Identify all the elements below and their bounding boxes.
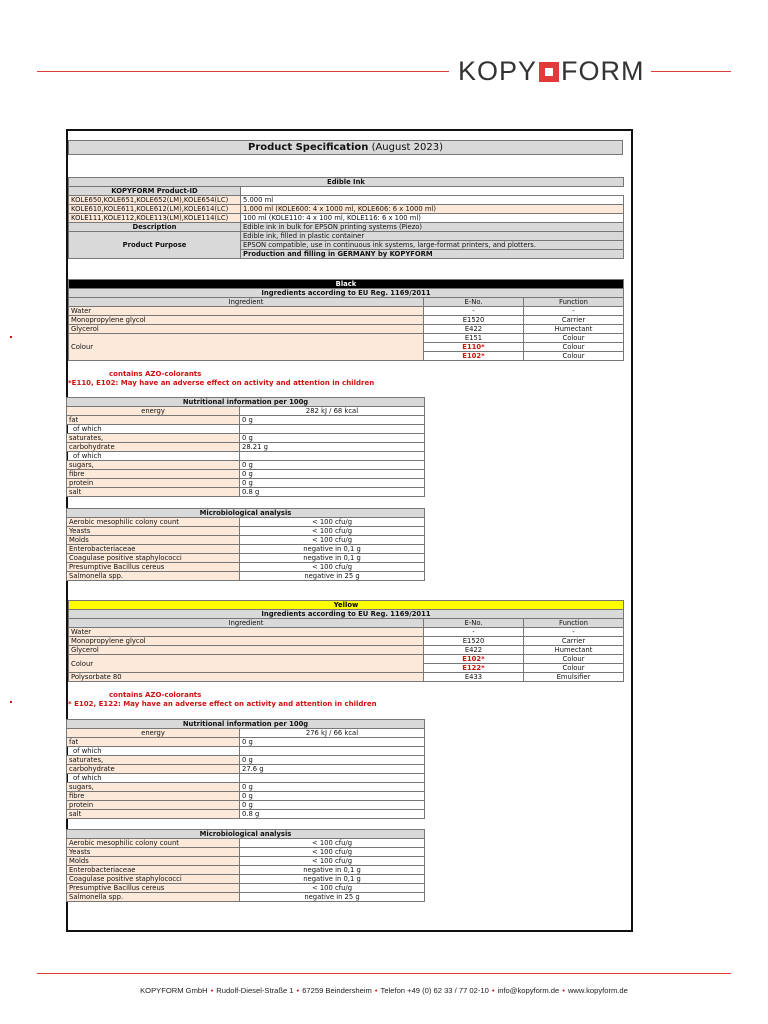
- header-rule-right: [651, 71, 731, 72]
- description-label: Description: [69, 223, 241, 232]
- table-row: carbohydrate 28.21 g: [67, 443, 425, 452]
- footer-email-link[interactable]: info@kopyform.de: [497, 986, 560, 995]
- table-row: of which: [67, 774, 425, 783]
- table-row: energy 276 kJ / 66 kcal: [67, 729, 425, 738]
- yellow-nutrition-table: [66, 719, 425, 819]
- product-id-label: KOPYFORM Product-ID: [69, 187, 241, 196]
- table-row: E102* Colour: [69, 352, 624, 361]
- table-row: Yeasts < 100 cfu/g: [67, 527, 425, 536]
- table-row: Enterobacteriaceae negative in 0,1 g: [67, 866, 425, 875]
- product-id-codes: KOLE610,KOLE611,KOLE612(LM),KOLE614(LC): [69, 205, 241, 214]
- table-row: Presumptive Bacillus cereus < 100 cfu/g: [67, 884, 425, 893]
- table-row: of which: [67, 425, 425, 434]
- footer-address: KOPYFORM GmbH • Rudolf-Diesel-Straße 1 • 67259 Beindersheim • Telefon +49 (0) 62 33 / 77 02-10 • info@kopyform.de • www.kopyform.de: [140, 986, 628, 995]
- footer-rule: [37, 973, 731, 974]
- page-title: Product Specification: [247, 142, 369, 153]
- table-row: Monopropylene glycol E1520 Carrier: [69, 637, 624, 646]
- margin-mark: [10, 336, 12, 338]
- table-row: Coagulase positive staphylococci negative in 0,1 g: [67, 875, 425, 884]
- table-row: fat 0 g: [67, 738, 425, 747]
- col-ingredient: Ingredient: [69, 619, 424, 628]
- purpose-label: Product Purpose: [69, 232, 241, 259]
- colour-label: Colour: [69, 334, 424, 361]
- table-row: E122* Colour: [69, 664, 624, 673]
- col-eno: E-No.: [424, 619, 524, 628]
- table-row: Enterobacteriaceae negative in 0,1 g: [67, 545, 425, 554]
- ingredients-title: Ingredients according to EU Reg. 1169/2011: [69, 289, 624, 298]
- table-row: Glycerol E422 Humectant: [69, 646, 624, 655]
- table-row: sugars, 0 g: [67, 783, 425, 792]
- table-row: E110* Colour: [69, 343, 624, 352]
- col-ingredient: Ingredient: [69, 298, 424, 307]
- yellow-micro-table: [66, 829, 425, 902]
- table-row: saturates, 0 g: [67, 434, 425, 443]
- kopyform-logo: KOPY FORM: [458, 56, 645, 86]
- margin-mark: [10, 701, 12, 703]
- product-id-size: 1.000 ml (KOLE600: 4 x 1000 ml, KOLE606: 6 x 1000 ml): [241, 205, 624, 214]
- yellow-warning: * E102, E122: May have an adverse effect on activity and attention in children: [68, 700, 377, 708]
- table-row: Colour E102* Colour: [69, 655, 624, 664]
- table-row: salt 0.8 g: [67, 488, 425, 497]
- table-row: fibre 0 g: [67, 470, 425, 479]
- black-ingredients-table: [68, 279, 624, 361]
- nutrition-title: Nutritional information per 100g: [67, 720, 425, 729]
- footer-web-link[interactable]: www.kopyform.de: [567, 986, 628, 995]
- table-row: Polysorbate 80 E433 Emulsifier: [69, 673, 624, 682]
- yellow-section-header: Yellow: [69, 601, 624, 610]
- table-row: Water - -: [69, 307, 624, 316]
- header-rule-left: [37, 71, 449, 72]
- ingredients-title: Ingredients according to EU Reg. 1169/2011: [69, 610, 624, 619]
- table-row: Presumptive Bacillus cereus < 100 cfu/g: [67, 563, 425, 572]
- title-bar: [68, 140, 623, 155]
- description-value: Edible ink in bulk for EPSON printing systems (Piezo): [241, 223, 624, 232]
- table-row: energy 282 kJ / 68 kcal: [67, 407, 425, 416]
- table-row: Colour E151 Colour: [69, 334, 624, 343]
- table-row: Monopropylene glycol E1520 Carrier: [69, 316, 624, 325]
- table-row: saturates, 0 g: [67, 756, 425, 765]
- table-row: protein 0 g: [67, 801, 425, 810]
- table-row: Water - -: [69, 628, 624, 637]
- table-row: Molds < 100 cfu/g: [67, 536, 425, 545]
- yellow-ingredients-table: [68, 600, 624, 682]
- table-row: sugars, 0 g: [67, 461, 425, 470]
- table-row: Coagulase positive staphylococci negative in 0,1 g: [67, 554, 425, 563]
- table-row: Molds < 100 cfu/g: [67, 857, 425, 866]
- purpose-line: Edible ink, filled in plastic container: [241, 232, 624, 241]
- azo-note: contains AZO-colorants: [109, 370, 202, 378]
- table-row: Aerobic mesophilic colony count < 100 cfu/g: [67, 518, 425, 527]
- table-row: carbohydrate 27.6 g: [67, 765, 425, 774]
- black-warning: *E110, E102: May have an adverse effect on activity and attention in children: [68, 379, 375, 387]
- col-function: Function: [524, 298, 624, 307]
- black-nutrition-table: [66, 397, 425, 497]
- col-eno: E-No.: [424, 298, 524, 307]
- table-row: fibre 0 g: [67, 792, 425, 801]
- azo-note: contains AZO-colorants: [109, 691, 202, 699]
- table-row: protein 0 g: [67, 479, 425, 488]
- nutrition-title: Nutritional information per 100g: [67, 398, 425, 407]
- black-section-header: Black: [69, 280, 624, 289]
- product-id-codes: KOLE650,KOLE651,KOLE652(LM),KOLE654(LC): [69, 196, 241, 205]
- black-micro-table: [66, 508, 425, 581]
- table-row: Glycerol E422 Humectant: [69, 325, 624, 334]
- table-row: salt 0.8 g: [67, 810, 425, 819]
- table-row: Salmonella spp. negative in 25 g: [67, 572, 425, 581]
- purpose-line: EPSON compatible, use in continuous ink systems, large-format printers, and plotters.: [241, 241, 624, 250]
- table-row: Aerobic mesophilic colony count < 100 cfu/g: [67, 839, 425, 848]
- table-row: of which: [67, 747, 425, 756]
- table-row: Salmonella spp. negative in 25 g: [67, 893, 425, 902]
- colour-label: Colour: [69, 655, 424, 673]
- page-subtitle: (August 2023): [371, 142, 443, 153]
- product-category: Edible Ink: [69, 178, 624, 187]
- product-info-table: [68, 177, 624, 259]
- col-function: Function: [524, 619, 624, 628]
- logo-mark-icon: [539, 62, 559, 82]
- table-row: Yeasts < 100 cfu/g: [67, 848, 425, 857]
- product-id-size: 5.000 ml: [241, 196, 624, 205]
- product-id-size: 100 ml (KOLE110: 4 x 100 ml, KOLE116: 6 x 100 ml): [241, 214, 624, 223]
- micro-title: Microbiological analysis: [67, 830, 425, 839]
- product-id-codes: KOLE111,KOLE112,KOLE113(LM),KOLE114(LC): [69, 214, 241, 223]
- purpose-line: Production and filling in GERMANY by KOPYFORM: [241, 250, 624, 259]
- micro-title: Microbiological analysis: [67, 509, 425, 518]
- table-row: of which: [67, 452, 425, 461]
- table-row: fat 0 g: [67, 416, 425, 425]
